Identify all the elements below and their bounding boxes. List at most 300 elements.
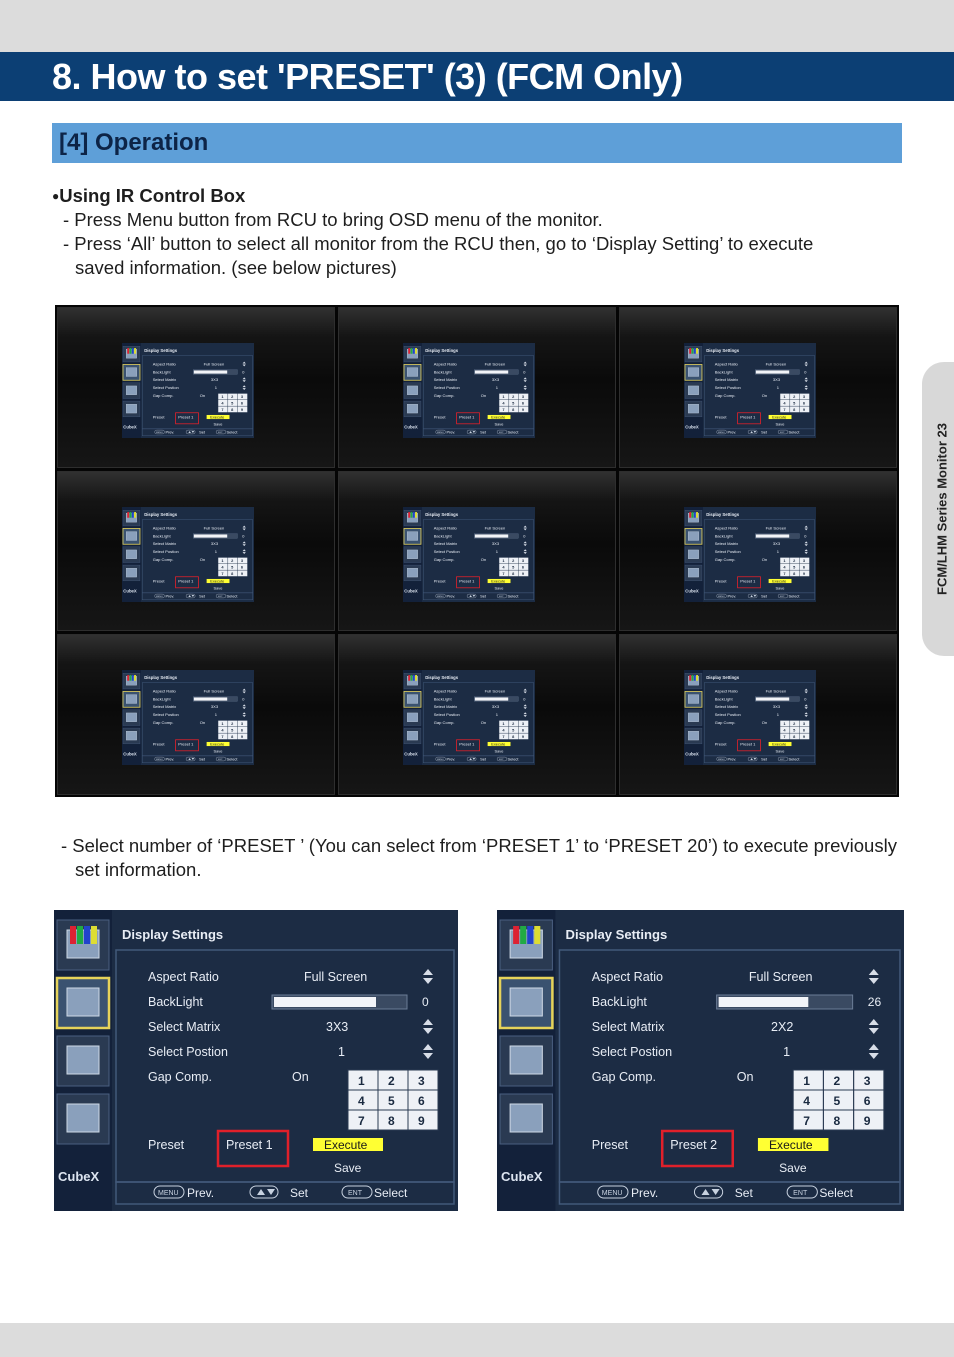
matrix-cell-number: 9 — [521, 407, 525, 412]
tools-icon-glyph — [510, 1046, 542, 1074]
osd-title: Display Settings — [425, 348, 459, 354]
matrix-cell-number: 7 — [358, 1114, 365, 1128]
info-icon-glyph — [510, 1104, 542, 1132]
bullet-dot-icon: ● — [52, 189, 60, 203]
tools-icon-glyph — [126, 713, 136, 722]
osd-row-label: Aspect Ratio — [152, 525, 176, 531]
matrix-cell-number: 8 — [512, 571, 515, 576]
matrix-cell-number: 4 — [783, 565, 786, 570]
menu-key-label: MENU — [601, 1190, 623, 1197]
backlight-fill — [756, 698, 789, 701]
matrix-cell-number: 3 — [802, 395, 806, 400]
color-bar — [689, 348, 691, 354]
menu-key-label: MENU — [436, 431, 444, 434]
osd-row-value: On — [736, 1070, 754, 1084]
preset-label: Preset — [433, 414, 446, 420]
tools-icon-glyph — [688, 386, 698, 395]
osd-row-label: Gap Comp. — [152, 393, 174, 398]
matrix-cell-number: 6 — [802, 728, 806, 733]
osd-row-value: Full Screen — [765, 525, 787, 531]
info-icon-glyph — [126, 568, 136, 577]
matrix-cell-number: 1 — [358, 1074, 365, 1088]
footer-set: Set — [480, 430, 486, 435]
osd-row-value: On — [480, 720, 487, 726]
osd-row-value: 26 — [867, 995, 882, 1009]
osd-title: Display Settings — [144, 348, 178, 354]
wall-monitor-panel — [619, 471, 897, 632]
osd-row-label: Select Postion — [714, 548, 741, 554]
color-bar — [692, 675, 694, 681]
instruction-line: set information. — [75, 859, 202, 880]
osd-row-value: On — [199, 720, 206, 726]
info-icon-glyph — [688, 404, 698, 413]
backlight-fill — [719, 997, 809, 1007]
osd-row-value: On — [480, 556, 487, 562]
color-bar — [132, 675, 134, 681]
osd-row-value: 2X2 — [771, 1020, 794, 1034]
osd-menu — [497, 910, 904, 1211]
footer-prev: Prev. — [727, 430, 737, 435]
preset-label: Preset — [714, 414, 727, 420]
menu-key-label: MENU — [158, 1190, 179, 1197]
preset-value: Preset 1 — [740, 414, 756, 420]
matrix-cell-number: 6 — [240, 401, 244, 406]
color-bar — [689, 675, 691, 681]
display-icon-glyph — [407, 695, 417, 704]
osd-row-label: BackLight — [148, 995, 203, 1009]
display-icon-glyph — [688, 695, 698, 704]
wall-monitor-panel — [338, 307, 616, 468]
osd-row-label: Select Postion — [148, 1045, 228, 1059]
backlight-fill — [194, 370, 227, 373]
save-button: Save — [334, 1161, 362, 1175]
osd-row-label: Select Matrix — [714, 540, 739, 546]
osd-row-value: 0 — [242, 697, 245, 702]
page-title: 8. How to set 'PRESET' (3) (FCM Only) — [52, 56, 683, 97]
menu-key-label: MENU — [155, 431, 163, 434]
footer-set: Set — [480, 757, 486, 762]
wall-monitor-panel — [619, 307, 897, 468]
side-tab — [922, 362, 954, 656]
osd-row-value: 1 — [214, 548, 218, 554]
matrix-cell-number: 8 — [793, 735, 796, 740]
preset-value: Preset 1 — [178, 578, 194, 584]
osd-row-label: Select Matrix — [152, 704, 177, 710]
footer-select: Select — [226, 430, 238, 435]
ent-key-label: ENT — [499, 595, 504, 598]
wall-monitor-panel — [57, 634, 335, 795]
osd-row-label: Select Postion — [591, 1045, 673, 1059]
color-bar — [134, 512, 136, 518]
color-bar — [415, 512, 417, 518]
osd-row-value: 3X3 — [326, 1020, 349, 1034]
footer-select: Select — [226, 594, 238, 599]
osd-row-value: Full Screen — [765, 688, 787, 694]
osd-title: Display Settings — [425, 675, 459, 681]
matrix-cell-number: 8 — [793, 407, 796, 412]
display-icon-glyph — [688, 368, 698, 377]
color-bar — [127, 512, 129, 518]
preset-label: Preset — [152, 741, 165, 747]
osd-row-value: 1 — [495, 712, 499, 718]
execute-button[interactable]: Execute — [210, 742, 225, 747]
color-bar — [411, 348, 413, 354]
ent-key-label: ENT — [348, 1190, 362, 1197]
osd-row-label: Gap Comp. — [714, 393, 736, 398]
section-title: [4] Operation — [59, 129, 209, 156]
save-button: Save — [494, 422, 504, 427]
backlight-fill — [475, 534, 508, 537]
matrix-cell-number: 8 — [512, 407, 515, 412]
osd-row-label: BackLight — [433, 533, 452, 538]
execute-button[interactable]: Execute — [772, 415, 787, 420]
execute-button[interactable]: Execute — [491, 742, 506, 747]
footer-set: Set — [761, 430, 767, 435]
color-bar — [527, 926, 533, 944]
footer-select: Select — [788, 757, 800, 762]
matrix-cell-number: 8 — [231, 735, 234, 740]
osd-row-label: Gap Comp. — [433, 393, 455, 398]
wall-osd-thumbnail — [122, 670, 254, 765]
matrix-cell-number: 3 — [240, 395, 244, 400]
execute-button[interactable]: Execute — [769, 1138, 813, 1152]
color-bar — [408, 512, 410, 518]
ent-key-label: ENT — [780, 595, 785, 598]
save-button: Save — [775, 586, 785, 591]
backlight-fill — [475, 698, 508, 701]
osd-title: Display Settings — [706, 511, 740, 517]
osd-row-value: 1 — [776, 548, 780, 554]
osd-row-value: 0 — [523, 370, 526, 375]
color-bar — [132, 512, 134, 518]
info-icon-glyph — [688, 568, 698, 577]
osd-title: Display Settings — [144, 511, 178, 517]
footer-prev: Prev. — [165, 757, 175, 762]
matrix-cell-number: 7 — [221, 735, 224, 740]
wall-osd-thumbnail — [684, 670, 816, 765]
color-bar — [513, 926, 519, 944]
tools-icon-glyph — [688, 550, 698, 559]
osd-row-label: Select Matrix — [433, 377, 458, 383]
title-bar — [0, 52, 954, 101]
matrix-cell-number: 1 — [221, 558, 224, 563]
matrix-cell-number: 1 — [221, 395, 224, 400]
footer-prev: Prev. — [446, 430, 456, 435]
color-bar — [694, 675, 696, 681]
wall-osd-thumbnail — [684, 343, 816, 438]
matrix-cell-number: 4 — [502, 728, 505, 733]
footer-prev: Prev. — [187, 1186, 215, 1200]
osd-row-value: 0 — [804, 370, 807, 375]
matrix-cell-number: 2 — [512, 395, 515, 400]
osd-menu — [403, 343, 535, 438]
wall-monitor-panel — [619, 634, 897, 795]
matrix-cell-number: 1 — [502, 558, 505, 563]
osd-menu — [403, 507, 535, 602]
footer-prev: Prev. — [446, 757, 456, 762]
osd-screenshot-preset-1 — [54, 910, 458, 1211]
osd-row-label: Gap Comp. — [714, 556, 736, 562]
ent-key-label: ENT — [780, 431, 785, 434]
footer-set: Set — [480, 594, 486, 599]
side-tab-label: FCM/LHM Series Monitor 23 — [934, 423, 950, 595]
cubex-logo: CubeX — [123, 424, 137, 430]
osd-row-value: 0 — [242, 534, 245, 538]
color-bar — [694, 348, 696, 354]
matrix-cell-number: 3 — [240, 558, 244, 563]
matrix-cell-number: 3 — [802, 722, 806, 727]
preset-value: Preset 1 — [226, 1138, 273, 1152]
matrix-cell-number: 3 — [521, 722, 525, 727]
color-bar — [692, 348, 694, 354]
osd-row-label: Select Matrix — [152, 377, 177, 383]
matrix-cell-number: 8 — [388, 1114, 395, 1128]
osd-row-value: 1 — [776, 385, 780, 391]
backlight-fill — [756, 370, 789, 373]
display-icon-glyph — [688, 531, 698, 540]
execute-button[interactable]: Execute — [210, 579, 225, 584]
matrix-cell-number: 2 — [231, 722, 234, 727]
wall-monitor-panel — [57, 471, 335, 632]
cubex-logo: CubeX — [123, 588, 137, 594]
osd-row-value: On — [761, 720, 768, 726]
ent-key-label: ENT — [218, 431, 223, 434]
matrix-cell-number: 5 — [833, 1094, 841, 1108]
matrix-cell-number: 2 — [793, 558, 796, 563]
matrix-cell-number: 1 — [221, 722, 224, 727]
display-icon-glyph — [126, 531, 136, 540]
osd-row-label: Select Matrix — [714, 704, 739, 710]
preset-label: Preset — [433, 578, 446, 584]
cubex-logo: CubeX — [404, 588, 418, 594]
wall-osd-thumbnail — [122, 343, 254, 438]
color-bar — [134, 348, 136, 354]
cubex-logo: CubeX — [501, 1169, 543, 1184]
color-bar — [70, 926, 76, 944]
osd-menu — [403, 670, 535, 765]
save-button: Save — [494, 586, 504, 591]
matrix-cell-number: 5 — [793, 728, 796, 733]
execute-button[interactable]: Execute — [324, 1138, 368, 1152]
menu-key-label: MENU — [717, 431, 725, 434]
footer-set: Set — [199, 594, 205, 599]
osd-row-label: Select Postion — [152, 712, 179, 718]
instruction-line: - Select number of ‘PRESET ’ (You can select from ‘PRESET 1’ to ‘PRESET 20’) to execute previously — [61, 835, 897, 856]
color-bar — [694, 512, 696, 518]
matrix-cell-number: 6 — [863, 1094, 871, 1108]
color-bar — [696, 675, 698, 681]
preset-value: Preset 1 — [459, 578, 475, 584]
menu-key-label: MENU — [436, 759, 444, 762]
color-bar — [689, 512, 691, 518]
osd-row-label: Select Matrix — [148, 1020, 221, 1034]
osd-row-value: Full Screen — [203, 361, 225, 367]
osd-row-value: 0 — [242, 370, 245, 375]
color-bar — [408, 675, 410, 681]
matrix-cell-number: 3 — [802, 558, 806, 563]
osd-row-value: 3X3 — [772, 704, 781, 710]
osd-row-label: Aspect Ratio — [152, 361, 176, 367]
osd-row-label: Aspect Ratio — [148, 970, 219, 984]
matrix-cell-number: 4 — [502, 401, 505, 406]
menu-key-label: MENU — [717, 759, 725, 762]
tools-icon-glyph — [688, 713, 698, 722]
color-bar — [127, 348, 129, 354]
execute-button[interactable]: Execute — [210, 415, 225, 420]
info-icon-glyph — [407, 568, 417, 577]
color-bar — [130, 675, 132, 681]
matrix-cell-number: 6 — [521, 565, 525, 570]
execute-button[interactable]: Execute — [491, 415, 506, 420]
menu-key-label: MENU — [436, 595, 444, 598]
footer-set: Set — [290, 1186, 309, 1200]
matrix-cell-number: 5 — [388, 1094, 395, 1108]
osd-row-label: Select Matrix — [433, 540, 458, 546]
osd-row-value: 1 — [776, 712, 780, 718]
matrix-cell-number: 6 — [240, 728, 244, 733]
display-icon-glyph — [126, 368, 136, 377]
matrix-cell-number: 9 — [418, 1114, 425, 1128]
matrix-cell-number: 7 — [783, 407, 786, 412]
tools-icon-glyph — [126, 550, 136, 559]
osd-row-value: 0 — [422, 995, 429, 1009]
osd-row-label: Select Postion — [714, 712, 741, 718]
cubex-logo: CubeX — [685, 588, 699, 594]
osd-row-label: Aspect Ratio — [714, 688, 738, 694]
matrix-cell-number: 8 — [231, 571, 234, 576]
menu-key-label: MENU — [155, 595, 163, 598]
matrix-cell-number: 9 — [802, 571, 806, 576]
save-button: Save — [779, 1161, 807, 1175]
matrix-cell-number: 4 — [783, 401, 786, 406]
color-bar — [413, 512, 415, 518]
footer-select: Select — [507, 594, 519, 599]
save-button: Save — [213, 422, 223, 427]
bullet-heading — [52, 184, 245, 208]
color-bar — [692, 512, 694, 518]
osd-row-label: Aspect Ratio — [152, 688, 176, 694]
osd-menu — [122, 343, 254, 438]
preset-label: Preset — [591, 1138, 629, 1152]
osd-menu — [54, 910, 458, 1211]
color-bar — [77, 926, 83, 944]
cubex-logo: CubeX — [404, 751, 418, 757]
tools-icon-glyph — [407, 550, 417, 559]
osd-row-value: Full Screen — [765, 361, 787, 367]
save-button: Save — [213, 750, 223, 755]
wall-osd-thumbnail — [403, 507, 535, 602]
osd-screenshot-preset-2 — [497, 910, 904, 1211]
matrix-cell-number: 1 — [502, 395, 505, 400]
wall-monitor-panel — [338, 471, 616, 632]
preset-value: Preset 1 — [740, 578, 756, 584]
matrix-cell-number: 1 — [783, 722, 786, 727]
matrix-cell-number: 2 — [793, 395, 796, 400]
matrix-cell-number: 3 — [521, 558, 525, 563]
osd-row-label: BackLight — [152, 369, 171, 375]
instruction-line: - Press ‘All’ button to select all monitor from the RCU then, go to ‘Display Setting’ to execute — [63, 233, 814, 254]
matrix-cell-number: 7 — [221, 407, 224, 412]
matrix-cell-number: 7 — [502, 571, 505, 576]
info-icon-glyph — [67, 1104, 99, 1132]
osd-row-label: BackLight — [433, 696, 452, 702]
matrix-cell-number: 6 — [521, 728, 525, 733]
matrix-cell-number: 3 — [418, 1074, 425, 1088]
bullet-label: Using IR Control Box — [59, 185, 246, 206]
footer-prev: Prev. — [630, 1186, 659, 1200]
matrix-cell-number: 4 — [803, 1094, 810, 1108]
matrix-cell-number: 6 — [240, 565, 244, 570]
ent-key-label: ENT — [780, 759, 785, 762]
cubex-logo: CubeX — [685, 424, 699, 430]
osd-row-value: On — [292, 1070, 309, 1084]
execute-button[interactable]: Execute — [772, 579, 787, 584]
ent-key-label: ENT — [218, 595, 223, 598]
instruction-line: saved information. (see below pictures) — [75, 257, 397, 278]
matrix-cell-number: 1 — [502, 722, 505, 727]
osd-title: Display Settings — [565, 927, 668, 942]
osd-row-value: Full Screen — [748, 970, 813, 984]
matrix-cell-number: 4 — [502, 565, 505, 570]
osd-row-label: Select Matrix — [591, 1020, 665, 1034]
osd-row-label: Select Postion — [714, 385, 741, 391]
osd-row-label: Aspect Ratio — [433, 525, 457, 531]
matrix-cell-number: 5 — [512, 401, 515, 406]
wall-osd-thumbnail — [403, 670, 535, 765]
matrix-cell-number: 5 — [512, 728, 515, 733]
osd-row-label: Aspect Ratio — [433, 688, 457, 694]
osd-row-label: Aspect Ratio — [714, 361, 738, 367]
info-icon-glyph — [407, 404, 417, 413]
matrix-cell-number: 9 — [863, 1114, 871, 1128]
matrix-cell-number: 3 — [521, 395, 525, 400]
osd-row-label: Gap Comp. — [433, 720, 455, 726]
footer-select: Select — [507, 430, 519, 435]
matrix-cell-number: 6 — [802, 565, 806, 570]
osd-title: Display Settings — [144, 675, 178, 681]
footer-prev: Prev. — [727, 594, 737, 599]
osd-row-value: Full Screen — [484, 361, 506, 367]
osd-row-value: 1 — [214, 712, 218, 718]
osd-row-label: BackLight — [714, 369, 733, 375]
backlight-fill — [274, 997, 376, 1007]
osd-row-label: Gap Comp. — [433, 556, 455, 562]
osd-row-value: 1 — [783, 1045, 791, 1059]
execute-button[interactable]: Execute — [491, 579, 506, 584]
osd-row-label: BackLight — [433, 369, 452, 375]
matrix-cell-number: 1 — [783, 395, 786, 400]
osd-row-label: Select Postion — [152, 385, 179, 391]
osd-row-value: Full Screen — [203, 525, 225, 531]
osd-row-value: 3X3 — [210, 704, 219, 710]
osd-row-value: 1 — [495, 385, 499, 391]
footer-prev: Prev. — [165, 430, 175, 435]
osd-menu — [684, 670, 816, 765]
preset-value: Preset 1 — [459, 741, 475, 747]
menu-key-label: MENU — [155, 759, 163, 762]
execute-button[interactable]: Execute — [772, 742, 787, 747]
color-bar — [696, 512, 698, 518]
osd-row-label: Gap Comp. — [591, 1070, 657, 1084]
wall-osd-thumbnail — [403, 343, 535, 438]
save-button: Save — [213, 586, 223, 591]
display-icon-glyph — [407, 531, 417, 540]
instruction-line: - Press Menu button from RCU to bring OSD menu of the monitor. — [63, 209, 603, 230]
monitor-wall — [55, 305, 899, 797]
tools-icon-glyph — [126, 386, 136, 395]
footer-select: Select — [226, 757, 238, 762]
matrix-cell-number: 2 — [512, 558, 515, 563]
